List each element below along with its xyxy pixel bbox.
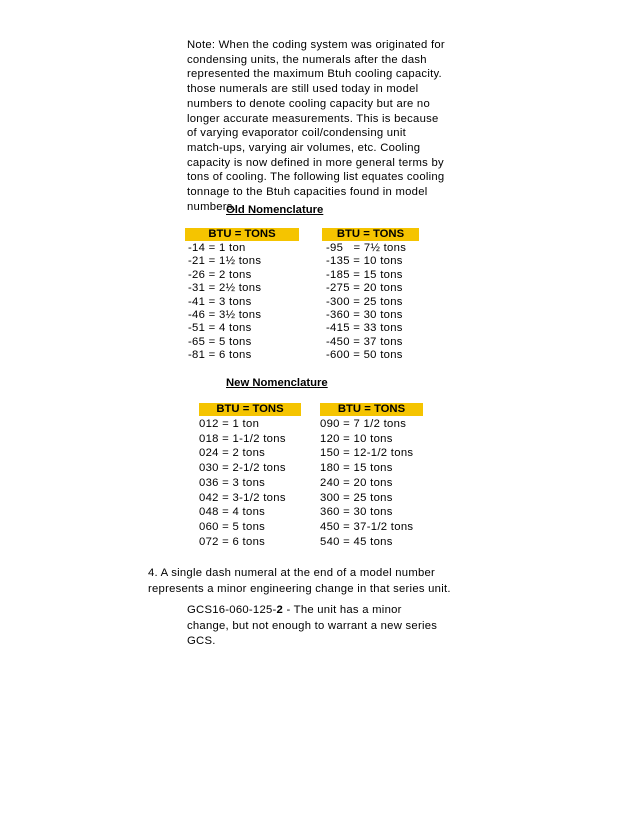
- note-line: tonnage to the Btuh capacities found in model: [187, 186, 428, 199]
- note-line: numbers to denote cooling capacity but are no: [187, 97, 430, 110]
- new-table-right-column: [320, 417, 413, 549]
- point-four-paragraph: [148, 566, 451, 597]
- note-line: capacity is now defined in more general terms by: [187, 156, 444, 169]
- note-line: match-ups, varying air volumes, etc. Cooling: [187, 141, 421, 154]
- table-cell: 030 = 2-1/2 tons: [199, 462, 286, 475]
- old-table-header-right: BTU = TONS: [322, 228, 419, 241]
- table-cell: 072 = 6 tons: [199, 535, 266, 548]
- table-cell: -415 = 33 tons: [326, 322, 403, 335]
- table-cell: 024 = 2 tons: [199, 447, 266, 460]
- table-cell: -41 = 3 tons: [188, 295, 252, 308]
- note-line: longer accurate measurements. This is because: [187, 112, 439, 125]
- table-cell: 300 = 25 tons: [320, 491, 393, 504]
- table-cell: -51 = 4 tons: [188, 322, 252, 335]
- note-line: Note: When the coding system was originated for: [187, 39, 445, 51]
- new-table-header-left: BTU = TONS: [199, 403, 301, 416]
- table-cell: 042 = 3-1/2 tons: [199, 491, 286, 504]
- note-line: those numerals are still used today in model: [187, 83, 419, 96]
- table-cell: 240 = 20 tons: [320, 476, 393, 489]
- table-cell: -81 = 6 tons: [188, 349, 252, 362]
- note-line: of varying evaporator coil/condensing unit: [187, 127, 406, 140]
- table-cell: 180 = 15 tons: [320, 462, 393, 475]
- old-nomenclature-heading: Old Nomenclature: [226, 204, 324, 216]
- table-cell: 018 = 1-1/2 tons: [199, 432, 286, 445]
- example-paragraph: [187, 603, 437, 650]
- table-cell: 036 = 3 tons: [199, 476, 266, 489]
- table-cell: 120 = 10 tons: [320, 432, 393, 445]
- note-line: numbers.: [187, 200, 237, 213]
- table-cell: -65 = 5 tons: [188, 335, 252, 348]
- table-cell: 360 = 30 tons: [320, 506, 393, 519]
- table-cell: -95 = 7½ tons: [326, 242, 407, 254]
- point-four-line: represents a minor engineering change in that series unit.: [148, 582, 451, 595]
- note-line: represented the maximum Btuh cooling capacity.: [187, 68, 442, 81]
- note-paragraph: [187, 38, 462, 214]
- table-cell: 012 = 1 ton: [199, 418, 260, 430]
- note-line: condensing units, the numerals after the dash: [187, 53, 427, 66]
- example-text: - The unit has a minor: [283, 604, 402, 616]
- new-nomenclature-heading: New Nomenclature: [226, 377, 328, 389]
- table-cell: 048 = 4 tons: [199, 506, 266, 519]
- table-cell: -26 = 2 tons: [188, 268, 252, 281]
- table-cell: 060 = 5 tons: [199, 520, 266, 533]
- table-cell: -135 = 10 tons: [326, 255, 403, 268]
- example-line: change, but not enough to warrant a new series: [187, 619, 438, 632]
- old-table-header-left: BTU = TONS: [185, 228, 299, 241]
- old-table-right-column: [326, 242, 406, 363]
- old-table-left-column: [188, 242, 261, 363]
- table-cell: -185 = 15 tons: [326, 268, 403, 281]
- table-cell: -360 = 30 tons: [326, 309, 403, 322]
- table-cell: -600 = 50 tons: [326, 349, 403, 362]
- table-cell: -300 = 25 tons: [326, 295, 403, 308]
- table-cell: 090 = 7 1/2 tons: [320, 418, 407, 430]
- table-cell: -21 = 1½ tons: [188, 255, 262, 268]
- point-four-line: 4. A single dash numeral at the end of a model number: [148, 567, 436, 579]
- table-cell: 540 = 45 tons: [320, 535, 393, 548]
- table-cell: 150 = 12-1/2 tons: [320, 447, 414, 460]
- new-table-header-right: BTU = TONS: [320, 403, 423, 416]
- example-line: GCS.: [187, 635, 216, 647]
- model-number-suffix: 2: [276, 604, 284, 616]
- model-number-prefix: GCS16-060-125-: [187, 604, 277, 616]
- note-line: tons of cooling. The following list equates cooling: [187, 171, 445, 184]
- new-table-left-column: [199, 417, 286, 549]
- table-cell: -31 = 2½ tons: [188, 282, 262, 295]
- table-cell: -275 = 20 tons: [326, 282, 403, 295]
- table-cell: -14 = 1 ton: [188, 242, 246, 254]
- table-cell: -450 = 37 tons: [326, 335, 403, 348]
- table-cell: -46 = 3½ tons: [188, 309, 262, 322]
- table-cell: 450 = 37-1/2 tons: [320, 520, 414, 533]
- example-line: [187, 603, 437, 619]
